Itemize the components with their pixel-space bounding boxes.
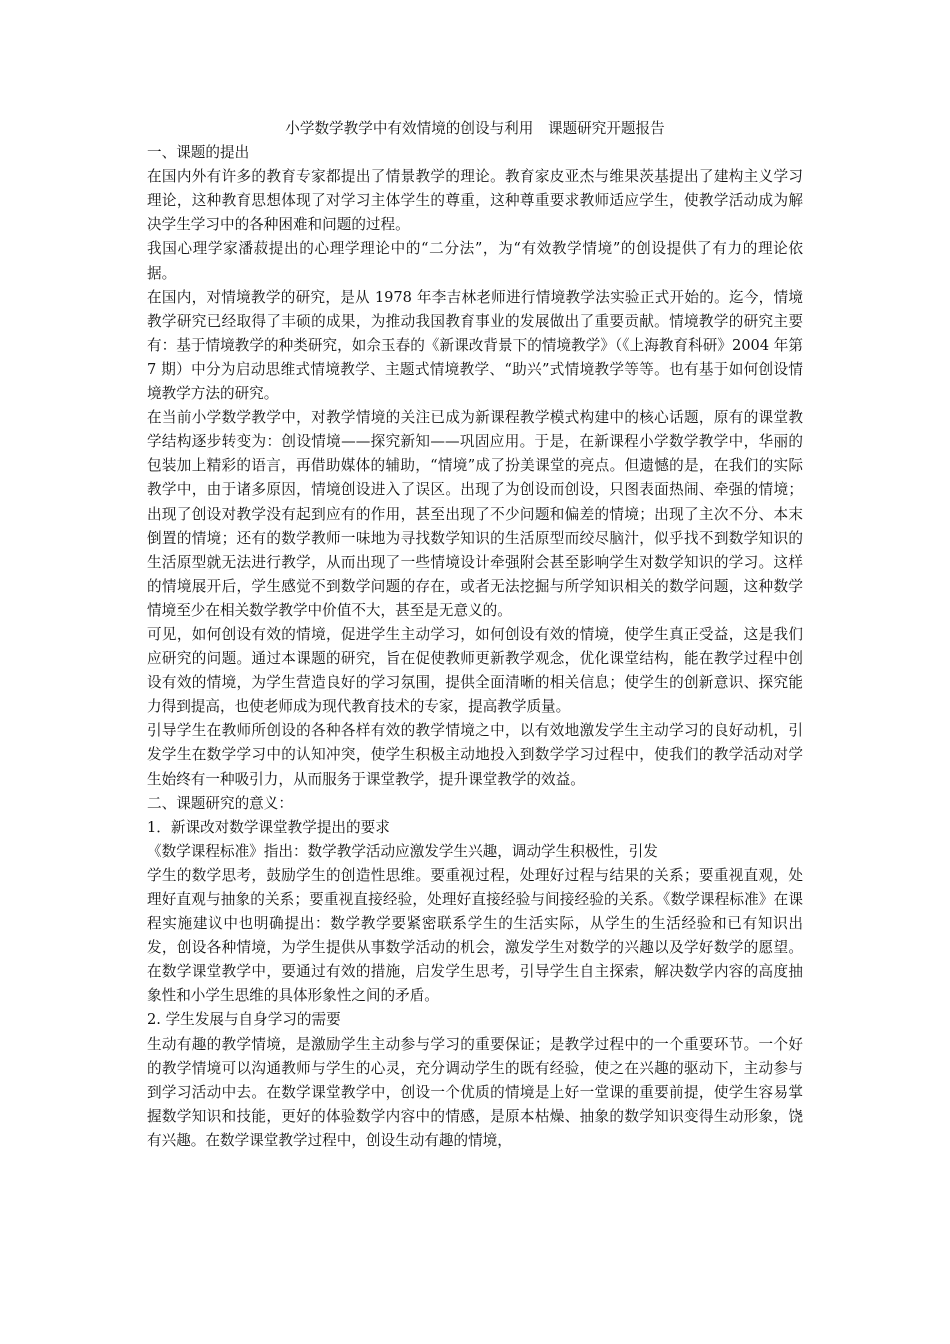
subsection-heading-2: 2. 学生发展与自身学习的需要: [147, 1011, 341, 1029]
paragraph-7: 学生的数学思考，鼓励学生的创造性思维。要重视过程，处理好过程与结果的关系；要重视直观，处理好直观与抽象的关系；要重视直接经验，处理好直接经验与间接经验的关系。《数学课程标准》在课程实施建议中也明确提出：数学教学要紧密联系学生的生活实际，从学生的生活经验和已有知识出发，创设各种情境，为学生提供从事数学活动的机会，激发学生对数学的兴趣以及学好数学的愿望。在数学课堂教学中，要通过有效的措施，启发学生思考，引导学生自主探索，解决数学内容的高度抽象性和小学生思维的具体形象性之间的矛盾。: [147, 866, 803, 1005]
paragraph-3: 在国内，对情境教学的研究，是从 1978 年李吉林老师进行情境教学法实验正式开始的。迄今，情境教学研究已经取得了丰硕的成果，为推动我国教育事业的发展做出了重要贡献。情境教学的研究主要有：基于情境教学的种类研究，如佘玉春的《新课改背景下的情境教学》（《上海教育科研》2004 年第 7 期）中分为启动思维式情境教学、主题式情境教学、“助兴”式情境教学等等。也有基于如何创设情境教学方法的研究。: [147, 288, 803, 403]
paragraph-7-first-line: 《数学课程标准》指出：数学教学活动应激发学生兴趣，调动学生积极性，引发: [147, 842, 658, 860]
section-heading-1: 一、课题的提出: [147, 144, 250, 162]
paragraph-5: 可见，如何创设有效的情境，促进学生主动学习，如何创设有效的情境，使学生真正受益，这是我们应研究的问题。通过本课题的研究，旨在促使教师更新教学观念，优化课堂结构，能在教学过程中创设有效的情境，为学生营造良好的学习氛围，提供全面清晰的相关信息；使学生的创新意识、探究能力得到提高，也使老师成为现代教育技术的专家，提高教学质量。: [147, 625, 803, 716]
paragraph-8: 生动有趣的教学情境，是激励学生主动参与学习的重要保证；是教学过程中的一个重要环节。一个好的教学情境可以沟通教师与学生的心灵，充分调动学生的既有经验，使之在兴趣的驱动下，主动参与到学习活动中去。在数学课堂教学中，创设一个优质的情境是上好一堂课的重要前提，使学生容易掌握数学知识和技能，更好的体验数学内容中的情感，是原本枯燥、抽象的数学知识变得生动形象，饶有兴趣。在数学课堂教学过程中，创设生动有趣的情境，: [147, 1035, 803, 1149]
paragraph-1: 在国内外有许多的教育专家都提出了情景教学的理论。教育家皮亚杰与维果茨基提出了建构主义学习理论，这种教育思想体现了对学习主体学生的尊重，这种尊重要求教师适应学生，使教学活动成为解决学生学习中的各种困难和问题的过程。: [147, 168, 803, 234]
subsection-heading-1: 1．新课改对数学课堂教学提出的要求: [147, 818, 390, 836]
paragraph-6: 引导学生在教师所创设的各种各样有效的教学情境之中，以有效地激发学生主动学习的良好动机，引发学生在数学学习中的认知冲突，使学生积极主动地投入到数学学习过程中，使我们的教学活动对学生始终有一种吸引力，从而服务于课堂教学，提升课堂教学的效益。: [147, 722, 803, 788]
paragraph-2: 我国心理学家潘菽提出的心理学理论中的“二分法”，为“有效教学情境”的创设提供了有力的理论依据。: [147, 240, 803, 282]
document-title: 小学数学教学中有效情境的创设与利用 课题研究开题报告: [285, 120, 665, 137]
document-page: [147, 117, 803, 1153]
paragraph-4: 在当前小学数学教学中，对教学情境的关注已成为新课程教学模式构建中的核心话题，原有的课堂教学结构逐步转变为：创设情境——探究新知——巩固应用。于是，在新课程小学数学教学中，华丽的包装加上精彩的语言，再借助媒体的辅助，“情境”成了扮美课堂的亮点。但遗憾的是，在我们的实际教学中，由于诸多原因，情境创设进入了误区。出现了为创设而创设，只图表面热闹、牵强的情境；出现了创设对教学没有起到应有的作用，甚至出现了不少问题和偏差的情境；出现了主次不分、本末倒置的情境；还有的数学教师一味地为寻找数学知识的生活原型而绞尽脑汁，似乎找不到数学知识的生活原型就无法进行教学，从而出现了一些情境设计牵强附会甚至影响学生对数学知识的学习。这样的情境展开后，学生感觉不到数学问题的存在，或者无法挖掘与所学知识相关的数学问题，这种数学情境至少在相关数学教学中价值不大，甚至是无意义的。: [147, 409, 803, 619]
section-heading-2: 二、课题研究的意义：: [147, 794, 293, 812]
